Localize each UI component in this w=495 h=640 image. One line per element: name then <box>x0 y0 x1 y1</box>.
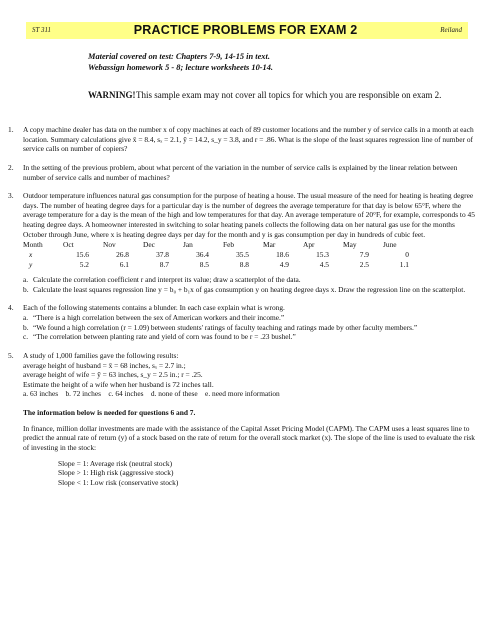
table-cell: 8.5 <box>199 259 209 269</box>
question-5 <box>8 351 478 399</box>
question-number: 1. <box>8 125 14 134</box>
warning-text: This sample exam may not cover all topics for which you are responsible on exam 2. <box>136 90 442 100</box>
table-cell: 1.1 <box>399 259 409 269</box>
slope-item: Slope = 1: Average risk (neutral stock) <box>58 458 173 468</box>
sub-question <box>23 323 478 333</box>
capm-paragraph: In finance, million dollar investments are made with the assistance of the Capital Asset Pricing Model (CAPM). The CAPM uses a least squares line to predict the annual rate of return (y) of a stock based on the rate of return for the overall stock market (x). The slope of the line is used to evaluate the risk of investing in the stock: <box>23 423 475 452</box>
slope-item: Slope > 1: High risk (aggressive stock) <box>58 468 174 478</box>
sub-question <box>23 285 478 295</box>
author-name: Reiland <box>440 25 462 34</box>
q5-line: Estimate the height of a wife when her husband is 72 inches tall. <box>23 379 214 389</box>
header-bar <box>26 22 468 39</box>
table-cell: 26.8 <box>116 249 129 259</box>
table-cell: 8.8 <box>239 259 249 269</box>
table-cell: Month <box>23 240 43 250</box>
question-4 <box>8 303 478 342</box>
question-number: 2. <box>8 162 14 172</box>
sub-question-label: c. <box>23 332 29 342</box>
gas-data-table <box>23 240 423 269</box>
table-row-y <box>23 260 423 270</box>
sub-question-text: Calculate the correlation coefficient r and interpret its value; draw a scatterplot of the data. <box>33 275 301 285</box>
question-2 <box>8 163 478 182</box>
question-number: 5. <box>8 350 14 360</box>
question-text: In the setting of the previous problem, about what percent of the variation in the number of service calls is explained by the linear relation between number of service calls and number of machines? <box>23 162 458 182</box>
table-cell: 7.9 <box>359 249 369 259</box>
table-cell: 18.6 <box>276 249 289 259</box>
question-text: Outdoor temperature influences natural gas consumption for the purpose of heating a house. The usual measure of the need for heating is heating degree days. The number of heating degree days for a particular day is the number of degrees the average temperature for that day is below 65°F, where the average temperature for a day is the mean of the high and low temperatures for that day. An average temperature of 20°F, for example, corresponds to 45 heating degree days. A homeowner interested in switching to solar heating panels collects the following data on her natural gas use for the months October through June, where x is heating degree days per day for the month and y is gas consumption per day in hundreds of cubic feet. <box>23 191 475 239</box>
table-cell: 0 <box>405 249 409 259</box>
sub-question-label: a. <box>23 275 29 285</box>
sub-question-label: b. <box>23 322 29 332</box>
table-cell: 15.6 <box>76 249 89 259</box>
table-cell: 5.2 <box>79 259 89 269</box>
info-heading: The information below is needed for questions 6 and 7. <box>23 408 196 417</box>
sub-question-text: “The correlation between planting rate and yield of corn was found to be r = .23 bushel.” <box>33 332 296 342</box>
table-cell: 4.5 <box>319 259 329 269</box>
q5-line: average height of wife = ȳ = 63 inches, s_y = 2.5 in.; r = .25. <box>23 370 203 380</box>
questions-content <box>8 125 478 487</box>
q5-line: average height of husband = x̄ = 68 inches, sₓ = 2.7 in.; <box>23 360 186 370</box>
table-row-months <box>23 240 423 250</box>
slope-item: Slope < 1: Low risk (conservative stock) <box>58 477 179 487</box>
question-number: 4. <box>8 303 14 313</box>
question-1 <box>8 125 478 154</box>
material-covered <box>88 52 273 74</box>
table-cell: 35.5 <box>236 249 249 259</box>
sub-question-label: a. <box>23 313 29 322</box>
question-text: A study of 1,000 families gave the following results: <box>23 350 179 360</box>
table-cell: Dec <box>143 240 155 250</box>
table-cell: 4.9 <box>279 259 289 269</box>
table-cell: May <box>343 240 357 250</box>
page-title: PRACTICE PROBLEMS FOR EXAM 2 <box>133 23 358 38</box>
table-cell: Feb <box>223 240 235 250</box>
table-cell: Apr <box>303 240 315 250</box>
sub-question-text: Calculate the least squares regression line y = b₀ + b₁x of gas consumption y on heating degree days x. Draw the regression line on the scatterplot. <box>33 284 466 294</box>
question-number: 3. <box>8 191 14 201</box>
q5-options: a. 63 inches b. 72 inches c. 64 inches d. none of these e. need more information <box>23 389 280 399</box>
sub-question <box>23 313 478 323</box>
question-3 <box>8 191 478 294</box>
table-cell: 15.3 <box>316 249 329 259</box>
table-cell: Jan <box>183 240 193 250</box>
table-cell: Oct <box>63 240 74 250</box>
table-cell: Nov <box>103 240 116 250</box>
table-cell: x <box>29 249 33 259</box>
table-cell: y <box>29 259 33 269</box>
table-cell: 8.7 <box>159 259 169 269</box>
table-cell: 6.1 <box>119 259 129 269</box>
table-cell: 36.4 <box>196 249 209 259</box>
sub-question-label: b. <box>23 284 29 294</box>
warning-note <box>88 90 448 101</box>
question-text: Each of the following statements contains a blunder. In each case explain what is wrong. <box>23 303 285 313</box>
table-cell: Mar <box>263 240 276 250</box>
table-cell: 37.8 <box>156 249 169 259</box>
sub-question <box>23 332 478 342</box>
warning-label: WARNING! <box>88 90 136 100</box>
table-cell: June <box>383 240 397 250</box>
slope-list <box>8 459 478 488</box>
sub-question <box>23 275 478 285</box>
material-line-2: Webassign homework 5 - 8; lecture worksheets 10-14. <box>88 62 274 72</box>
sub-question-text: “We found a high correlation (r = 1.09) between students' ratings of faculty teaching and ratings made by other faculty members.” <box>33 322 418 332</box>
sub-question-text: “There is a high correlation between the sex of American workers and their income.” <box>33 313 285 322</box>
course-code: ST 311 <box>32 25 51 34</box>
table-row-x <box>23 250 423 260</box>
table-cell: 2.5 <box>359 259 369 269</box>
question-text: A copy machine dealer has data on the number x of copy machines at each of 89 customer locations and the number y of service calls in a month at each location. Summary calculations give x̄ = 8.4, sₓ = 2.1, ȳ = 14.2, s_y = 3.8, and r = .86. What is the slope of the least squares regression line of number of service calls on number of copiers? <box>23 125 474 154</box>
material-line-1: Material covered on test: Chapters 7-9, 14-15 in text. <box>88 52 270 61</box>
